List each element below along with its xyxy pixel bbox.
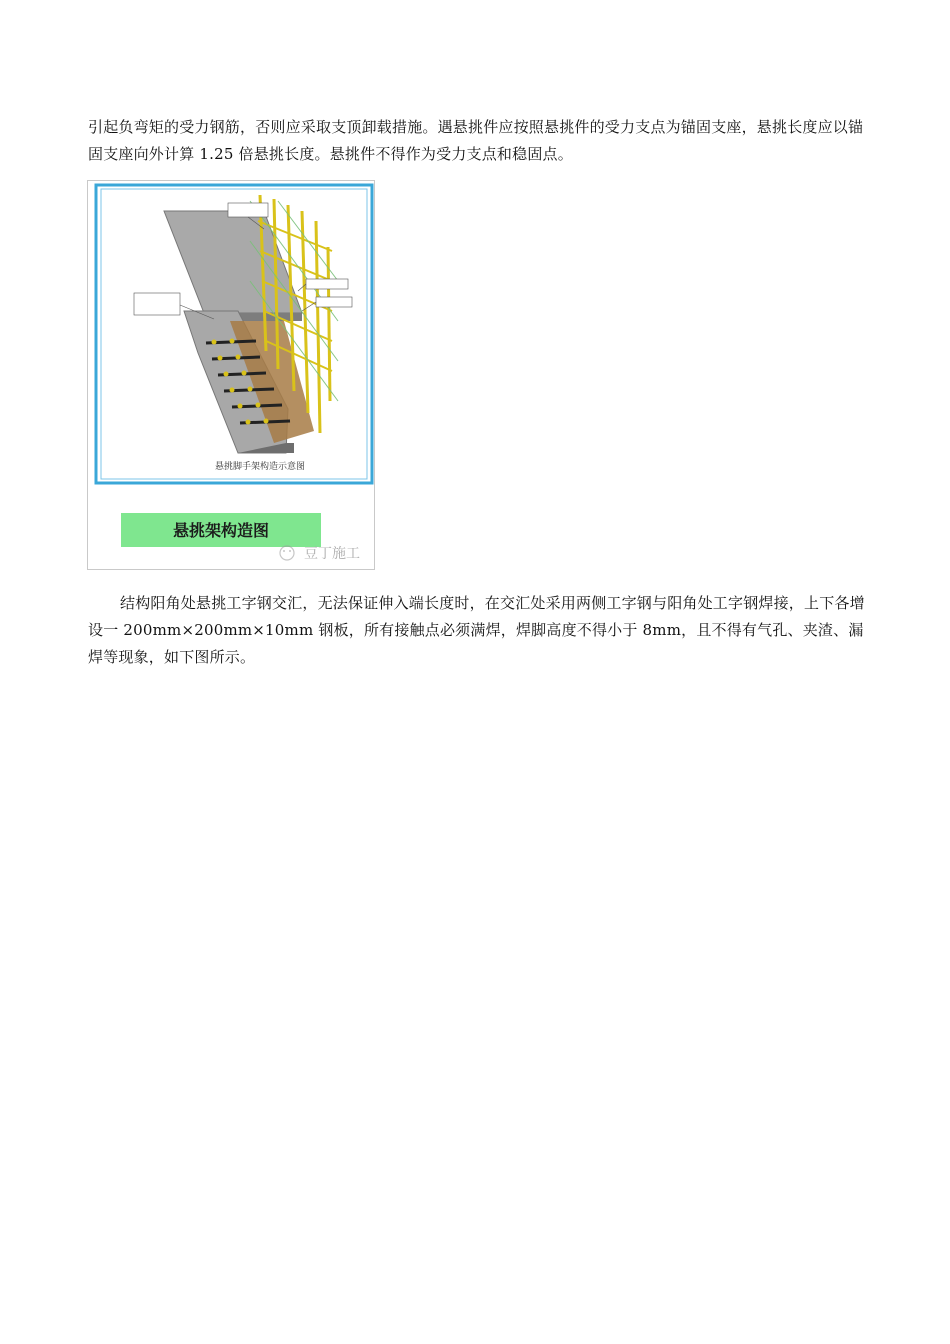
cantilever-scaffold-figure <box>87 180 375 570</box>
upper-slab <box>164 211 302 313</box>
paragraph-1: 引起负弯矩的受力钢筋，否则应采取支顶卸载措施。遇悬挑件应按照悬挑件的受力支点为锚固支座，悬挑长度应以锚固支座向外计算 1.25 倍悬挑长度。悬挑件不得作为受力支点和稳固点。 <box>88 118 864 163</box>
paragraph-2: 结构阳角处悬挑工字钢交汇，无法保证伸入端长度时，在交汇处采用两侧工字钢与阳角处工字钢焊接，上下各增设一 200mm×200mm×10mm 钢板，所有接触点必须满焊，焊脚高度不得小于 8mm，且不得有气孔、夹渣、漏焊等现象，如下图所示。 <box>88 594 865 666</box>
banner-title: 悬挑架构造图 <box>172 521 270 540</box>
watermark-text: 豆丁施工 <box>304 546 360 562</box>
figure-illustration <box>88 181 374 569</box>
figure-inner-caption: 悬挑脚手架构造示意图 <box>214 462 306 472</box>
watermark-logo-icon <box>280 546 294 560</box>
